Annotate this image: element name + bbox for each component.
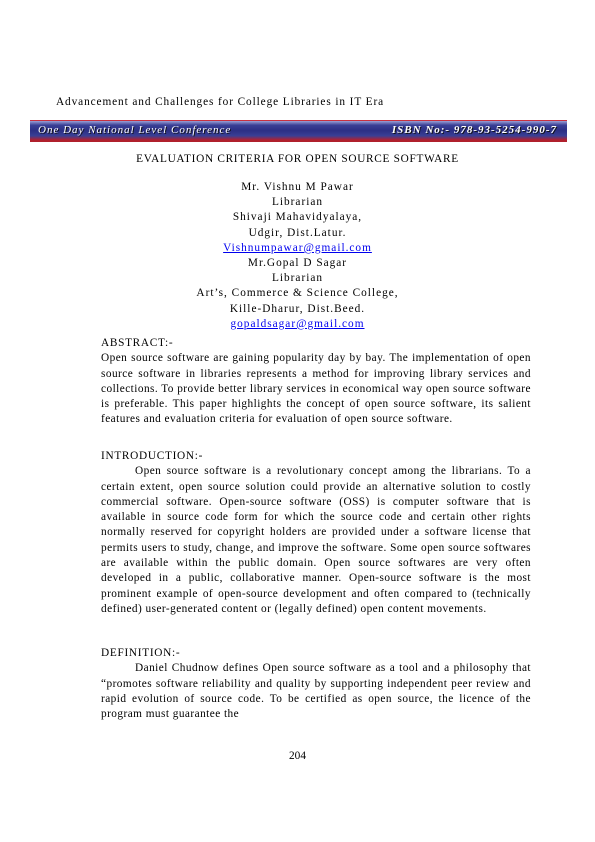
conference-banner bbox=[30, 120, 567, 142]
author-email-link[interactable]: gopaldsagar@gmail.com bbox=[230, 317, 365, 330]
author-role: Librarian bbox=[271, 272, 324, 285]
author-institution: Art’s, Commerce & Science College, bbox=[196, 287, 399, 300]
section-heading: ABSTRACT:- bbox=[101, 337, 174, 349]
section-heading: INTRODUCTION:- bbox=[101, 450, 204, 462]
author-address: Kille-Dharur, Dist.Beed. bbox=[229, 302, 366, 315]
section-heading: DEFINITION:- bbox=[101, 647, 181, 659]
author-address: Udgir, Dist.Latur. bbox=[248, 226, 347, 239]
author-block bbox=[0, 180, 595, 332]
author-institution: Shivaji Mahavidyalaya, bbox=[232, 211, 363, 224]
author-name: Mr. Vishnu M Pawar bbox=[241, 181, 354, 193]
author-name: Mr.Gopal D Sagar bbox=[247, 257, 348, 270]
running-head: Advancement and Challenges for College Libraries in IT Era bbox=[56, 96, 385, 108]
isbn-number: ISBN No:- 978-93-5254-990-7 bbox=[391, 124, 557, 136]
introduction-text: Open source software is a revolutionary concept among the librarians. To a certain extent, open source solution could provide an alternative solution to costly commercial software. Open-source software (OSS) is computer software that is available in source code form for which the source code and certain other rights normally reserved for copyright holders are provided under a software license that permits users to study, change, and improve the software. Some open source softwares are available within the public domain. Open source softwares are very often developed in a public, collaborative manner. Open-source software is the most prominent example of open-source development and often compared to (technically defined) user-generated content or (legally defined) open content movements. bbox=[101, 465, 531, 615]
abstract-text: Open source software are gaining popularity day by bay. The implementation of open source software in libraries represents a method for improving library services and collections. To provide better library services in economical way open source software is preferable. This paper highlights the concept of open source software, its salient features and evaluation criteria for evaluation of open source software. bbox=[101, 352, 531, 426]
definition-section bbox=[101, 646, 531, 722]
paper-title: EVALUATION CRITERIA FOR OPEN SOURCE SOFTWARE bbox=[136, 153, 459, 165]
abstract-section bbox=[101, 336, 531, 428]
author-email-link[interactable]: Vishnumpawar@gmail.com bbox=[223, 241, 372, 254]
page-number: 204 bbox=[289, 750, 306, 762]
conference-name: One Day National Level Conference bbox=[38, 124, 232, 136]
definition-text: Daniel Chudnow defines Open source software as a tool and a philosophy that “promotes software reliability and quality by supporting independent peer review and rapid evolution of source code. To be certified as open source, the licence of the program must guarantee the bbox=[101, 662, 531, 721]
introduction-section bbox=[101, 449, 531, 617]
author-role: Librarian bbox=[271, 196, 324, 209]
